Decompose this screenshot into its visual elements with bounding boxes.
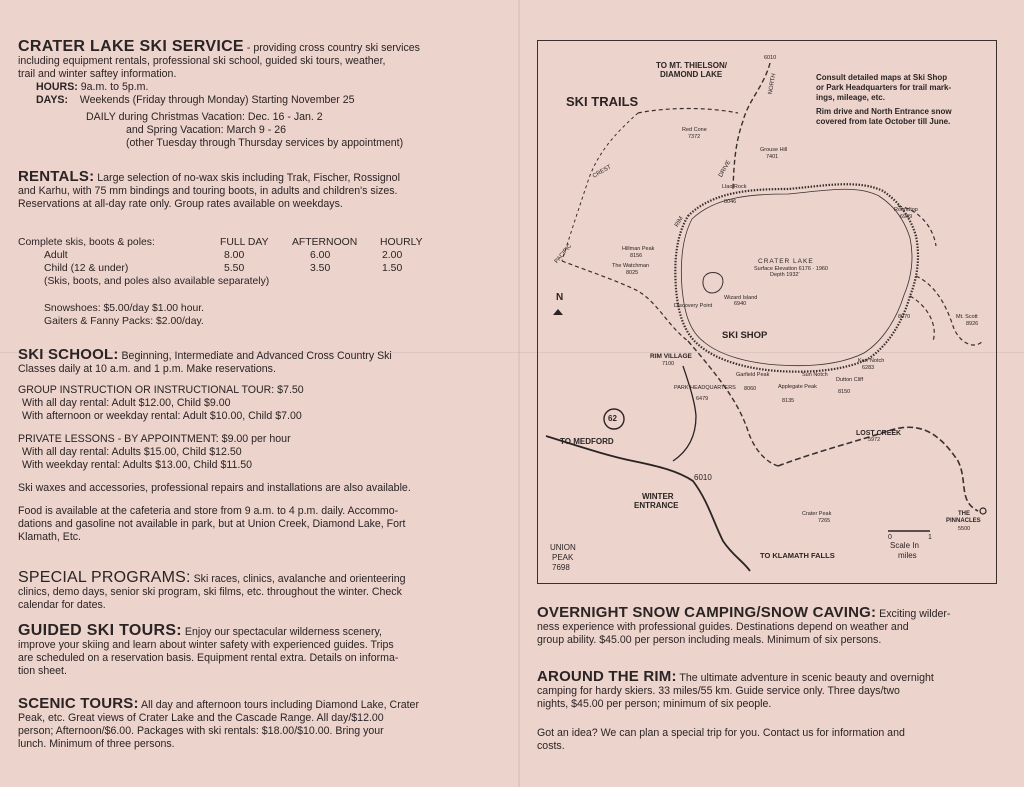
private-rate: With weekday rental: Adults $13.00, Child $11.50 — [22, 459, 253, 471]
scenic-text: person; Afternoon/$6.00. Packages with ski rentals: $18.00/$10.00. Bring your — [18, 725, 384, 737]
map-label: ENTRANCE — [634, 501, 679, 510]
idea-text: Got an idea? We can plan a special trip for you. Contact us for information and — [537, 727, 905, 739]
cell-value: 5.50 — [224, 263, 245, 274]
food-text: Klamath, Etc. — [18, 531, 81, 543]
road-north — [733, 63, 770, 189]
map-label: 8070 — [898, 314, 911, 320]
overnight-section — [537, 606, 1007, 647]
scale-label: Scale In — [890, 541, 919, 550]
around-text: camping for hardy skiers. 33 miles/55 km. Guide service only. Three days/two — [537, 685, 900, 697]
north-arrow — [553, 309, 563, 315]
map-label: 6909 — [900, 214, 913, 220]
section-title: GUIDED SKI TOURS: — [18, 622, 182, 639]
around-text: nights, $45.00 per person; minimum of six people. — [537, 698, 772, 710]
food-text: Food is available at the cafeteria and store from 9 a.m. to 4 p.m. daily. Accommo- — [18, 505, 399, 517]
section-title: AROUND THE RIM: — [537, 668, 677, 685]
map-label: Discovery Point — [674, 303, 713, 309]
wizard-island — [703, 273, 723, 294]
guided-tours-section — [18, 624, 498, 678]
map-label: 7372 — [688, 134, 701, 140]
guided-text: tion sheet. — [18, 665, 67, 677]
idea-text: costs. — [537, 740, 565, 752]
guided-text: are scheduled on a reservation basis. Equipment rental extra. Details on informa- — [18, 652, 399, 664]
snowshoes-price: Snowshoes: $5.00/day $1.00 hour. — [44, 303, 205, 314]
hours-label: HOURS: — [36, 81, 78, 93]
around-text: The ultimate adventure in scenic beauty and overnight — [676, 672, 934, 684]
map-label: 8060 — [744, 386, 757, 392]
column-header: AFTERNOON — [292, 237, 358, 248]
map-label: 8135 — [782, 398, 795, 404]
map-label: 7265 — [818, 518, 831, 524]
idea-section — [537, 727, 1007, 753]
map-label: TO KLAMATH FALLS — [760, 551, 835, 560]
map-label: Llao Rock — [722, 184, 747, 190]
column-header: FULL DAY — [220, 237, 269, 248]
around-rim-section — [537, 670, 1007, 711]
map-label: Garfield Peak — [736, 372, 770, 378]
map-label: LOST CREEK — [856, 430, 902, 437]
map-label: 5972 — [868, 437, 881, 443]
overnight-text: group ability. $45.00 per person including meals. Minimum of six persons. — [537, 634, 882, 646]
section-title: SKI SCHOOL: — [18, 346, 119, 363]
map-label: 7698 — [552, 563, 570, 572]
intro-text: including equipment rentals, professional ski school, guided ski tours, weather, — [18, 55, 386, 67]
overnight-text: Exciting wilder- — [876, 608, 951, 620]
map-note: or Park Headquarters for trail mark- — [816, 83, 952, 92]
school-text: Beginning, Intermediate and Advanced Cross Country Ski — [118, 350, 392, 362]
map-note: ings, mileage, etc. — [816, 93, 885, 102]
map-label: PARK HEADQUARTERS — [674, 385, 736, 391]
map-label: 6479 — [696, 396, 709, 402]
map-label: Red Cone — [682, 127, 707, 133]
rental-rates — [18, 236, 498, 328]
hours-value: 9a.m. to 5p.m. — [77, 81, 149, 93]
guided-text: improve your skiing and learn about winter safety with experienced guides. Trips — [18, 639, 394, 651]
row-label: Adult — [44, 250, 68, 261]
rentals-text: Large selection of no-wax skis including Trak, Fischer, Rossignol — [94, 172, 400, 184]
map-label: Depth 1932' — [770, 272, 800, 278]
section-title: RENTALS: — [18, 168, 95, 185]
map-label: Sun Notch — [802, 372, 828, 378]
trail-label: PACIFIC — [553, 243, 574, 265]
map-label: Mt. Scott — [956, 314, 978, 320]
table-row — [18, 249, 423, 262]
map-label: Kerr Notch — [858, 358, 885, 364]
map-note: Consult detailed maps at Ski Shop — [816, 73, 948, 82]
daily-text: and Spring Vacation: March 9 - 26 — [126, 124, 286, 136]
rental-note: (Skis, boots, and poles also available separately) — [44, 276, 270, 287]
pinnacles-marker — [980, 508, 986, 514]
trail — [562, 113, 638, 261]
rental-price-table — [18, 236, 423, 275]
map-label: The Watchman — [612, 263, 650, 269]
school-text: Classes daily at 10 a.m. and 1 p.m. Make reservations. — [18, 363, 276, 375]
trail — [688, 341, 778, 466]
map-label: 6010 — [764, 55, 777, 61]
road-label: RIM — [674, 215, 685, 229]
special-text: clinics, demo days, senior ski program, ski films, etc. throughout the winter. Check — [18, 586, 402, 598]
map-label: UNION — [550, 543, 576, 552]
daily-text: DAILY during Christmas Vacation: Dec. 16 - Jan. 2 — [86, 111, 323, 123]
cell-value: 2.00 — [382, 250, 403, 261]
rentals-text: Reservations at all-day rate only. Group rates available on weekdays. — [18, 198, 343, 210]
group-rate: With all day rental: Adult $12.00, Child $9.00 — [22, 397, 231, 409]
map-label: 8025 — [626, 270, 639, 276]
lake-label: CRATER LAKE — [758, 258, 814, 265]
daily-text: (other Tuesday through Thursday services by appointment) — [126, 137, 404, 149]
map-label: WINTER — [642, 492, 674, 501]
trail — [910, 296, 934, 341]
gaiters-price: Gaiters & Fanny Packs: $2.00/day. — [44, 316, 204, 327]
intro-text: - providing cross country ski services — [243, 42, 420, 54]
map-label: TO MT. THIELSON/ — [656, 61, 727, 70]
table-label: Complete skis, boots & poles: — [18, 237, 155, 248]
map-label: 7401 — [766, 154, 779, 160]
map-label: PEAK — [552, 553, 574, 562]
waxes-text: Ski waxes and accessories, professional repairs and installations are also available. — [18, 482, 411, 494]
ski-trails-map — [537, 40, 997, 584]
scenic-text: Peak, etc. Great views of Crater Lake and the Cascade Range. All day/$12.00 — [18, 712, 384, 724]
road — [673, 366, 696, 461]
cell-value: 3.50 — [310, 263, 331, 274]
map-label: 6940 — [734, 301, 747, 307]
map-note: covered from late October till June. — [816, 117, 951, 126]
map-label: Crater Peak — [802, 511, 832, 517]
section-title: CRATER LAKE SKI SERVICE — [18, 38, 244, 55]
scale-one: 1 — [928, 534, 932, 541]
cell-value: 8.00 — [224, 250, 245, 261]
intro-text: trail and winter saftey information. — [18, 68, 177, 80]
special-programs-section — [18, 571, 498, 612]
private-rate: With all day rental: Adults $15.00, Child $12.50 — [22, 446, 242, 458]
days-value: Weekends (Friday through Monday) Starting November 25 — [79, 94, 355, 106]
map-label: 5500 — [958, 526, 971, 532]
map-label: 6283 — [862, 365, 875, 371]
scenic-tours-section — [18, 697, 498, 751]
crater-section — [18, 40, 498, 150]
guided-text: Enjoy our spectacular wilderness scenery, — [181, 626, 382, 638]
scenic-text: lunch. Minimum of three persons. — [18, 738, 175, 750]
road-label: NORTH — [767, 73, 778, 95]
map-label: PINNACLES — [946, 518, 981, 524]
map-label: Wizard Island — [724, 295, 758, 301]
special-text: calendar for dates. — [18, 599, 106, 611]
map-label: 8046 — [724, 199, 737, 205]
cell-value: 1.50 — [382, 263, 403, 274]
trail — [638, 109, 738, 114]
map-label: Surface Elevation 6176 · 1960 — [754, 266, 828, 272]
map-label: Applegate Peak — [778, 384, 817, 390]
map-label: 6010 — [694, 473, 712, 482]
group-title: GROUP INSTRUCTION OR INSTRUCTIONAL TOUR: $7.50 — [18, 384, 304, 396]
column-header: HOURLY — [380, 237, 423, 248]
map-label: Roundtop — [894, 207, 918, 213]
map-label: 8156 — [630, 253, 643, 259]
scenic-text: All day and afternoon tours including Diamond Lake, Crater — [138, 699, 419, 711]
map-label: 8150 — [838, 389, 851, 395]
food-text: dations and gasoline not available in park, but at Union Creek, Diamond Lake, Fort — [18, 518, 406, 530]
north-label: N — [556, 292, 564, 303]
overnight-text: ness experience with professional guides. Destinations depend on weather and — [537, 621, 909, 633]
map-label: Grouse Hill — [760, 147, 788, 153]
table-row — [18, 262, 423, 275]
map-label: THE — [958, 511, 970, 517]
private-title: PRIVATE LESSONS - BY APPOINTMENT: $9.00 per hour — [18, 433, 291, 445]
rentals-text: and Karhu, with 75 mm bindings and touring boots, in adults and children's sizes. — [18, 185, 398, 197]
hwy-number: 62 — [608, 414, 617, 423]
map-label: TO MEDFORD — [560, 437, 614, 446]
map-label: DIAMOND LAKE — [660, 70, 723, 79]
map-label: 7100 — [662, 361, 675, 367]
scale-label: miles — [898, 551, 917, 560]
special-text: Ski races, clinics, avalanche and orienteering — [190, 573, 406, 585]
ski-school-section — [18, 348, 498, 544]
rentals-section — [18, 170, 498, 211]
map-label: 8926 — [966, 321, 979, 327]
map-label: RIM VILLAGE — [650, 353, 692, 360]
road-label: DRIVE — [717, 159, 733, 179]
group-rate: With afternoon or weekday rental: Adult $10.00, Child $7.00 — [22, 410, 302, 422]
section-title: OVERNIGHT SNOW CAMPING/SNOW CAVING: — [537, 604, 877, 621]
section-title: SCENIC TOURS: — [18, 695, 139, 712]
scale-zero: 0 — [888, 534, 892, 541]
section-title: SPECIAL PROGRAMS: — [18, 569, 191, 586]
cell-value: 6.00 — [310, 250, 331, 261]
map-note: Rim drive and North Entrance snow — [816, 107, 952, 116]
map-label: Hillman Peak — [622, 246, 655, 252]
fold-line — [518, 0, 520, 787]
map-title: SKI TRAILS — [566, 94, 639, 109]
map-label: Dutton Cliff — [836, 377, 864, 383]
ski-shop-label: SKI SHOP — [722, 330, 768, 341]
days-label: DAYS: — [36, 94, 68, 106]
row-label: Child (12 & under) — [44, 263, 129, 274]
trail — [562, 261, 688, 341]
trail-label: CREST — [591, 164, 613, 180]
